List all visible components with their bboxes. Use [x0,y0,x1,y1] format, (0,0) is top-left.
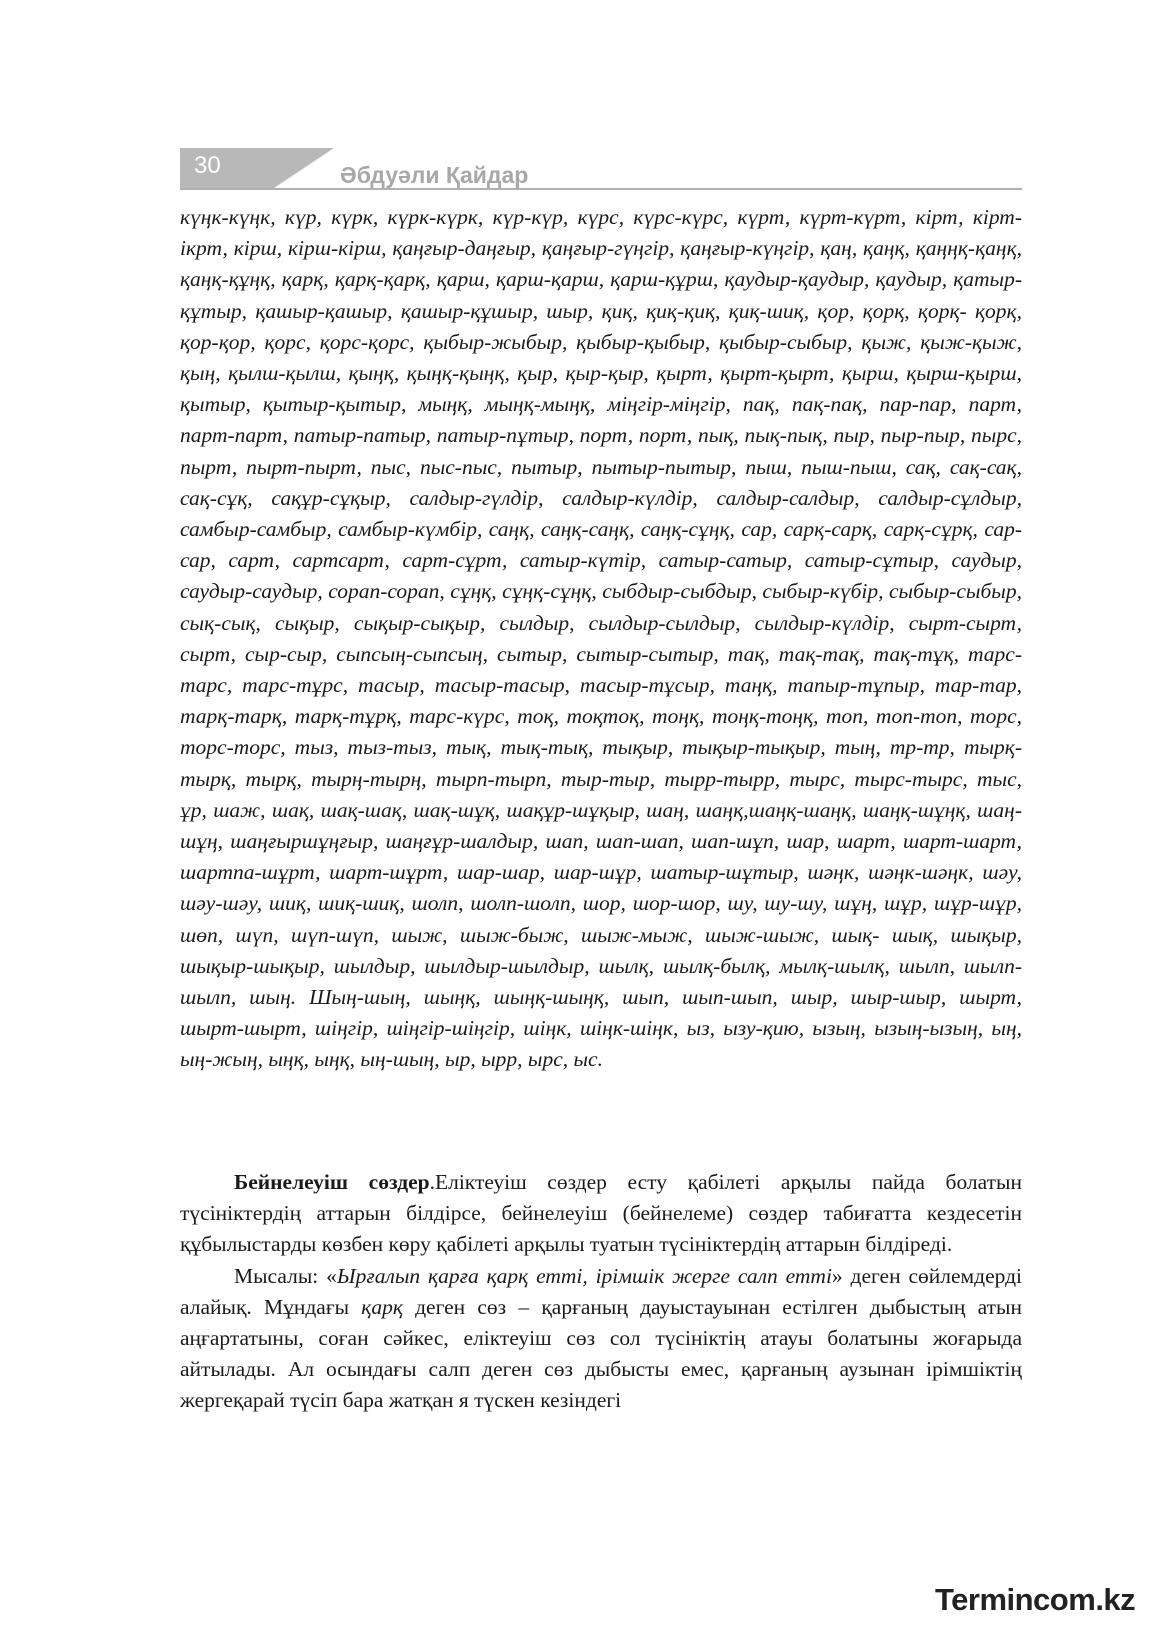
paragraph-example [180,1261,1022,1417]
example-after-quote: » деген сөйлемдерді алайық. Мұндағы [180,1263,1022,1319]
page-number: 30 [194,152,221,179]
example-term: қарқ [361,1294,403,1319]
header-rule [180,188,1022,190]
example-lead: Мысалы: « [234,1263,337,1288]
watermark-prefix: T [935,1582,952,1617]
onomatopoeia-word-list: күңк-күңк, күр, күрк, күрк-күрк, күр-күр, күрс, күрс-күрс, күрт, күрт-күрт, кірт, кірт-ікрт, кірш, кірш-кірш, қаңғыр-даңғыр, қаңғыр-гүңгір, қаңғыр-күңгір, қаң, қаңқ, қаңңқ-қаңқ, қаңқ-құңқ, қарқ, қарқ-қарқ, қарш, қарш-қарш, қарш-құрш, қаудыр-қаудыр, қаудыр, қатыр-құтыр, қашыр-қашыр, қашыр-құшыр, шыр, қиқ, қиқ-қиқ, қиқ-шиқ, қор, қорқ, қорқ- қорқ, қор-қор, қорс, қорс-қорс, қыбыр-жыбыр, қыбыр-қыбыр, қыбыр-сыбыр, қыж, қыж-қыж, қың, қылш-қылш, қыңқ, қыңқ-қыңқ, қыр, қыр-қыр, қырт, қырт-қырт, қырш, қырш-қырш, қытыр, қытыр-қытыр, мыңқ, мыңқ-мыңқ, міңгір-міңгір, пақ, пақ-пақ, пар-пар, парт, парт-парт, патыр-патыр, патыр-пұтыр, порт, порт, пық, пық-пық, пыр, пыр-пыр, пырс, пырт, пырт-пырт, пыс, пыс-пыс, пытыр, пытыр-пытыр, пыш, пыш-пыш, сақ, сақ-сақ, сақ-сұқ, сақұр-сұқыр, салдыр-гүлдір, салдыр-күлдір, салдыр-салдыр, салдыр-сұлдыр, самбыр-самбыр, самбыр-күмбір, саңқ, саңқ-саңқ, саңқ-сұңқ, сар, сарқ-сарқ, сарқ-сұрқ, сар-сар, сарт, сартсарт, сарт-сұрт, сатыр-күтір, сатыр-сатыр, сатыр-сұтыр, саудыр, саудыр-саудыр, сорап-сорап, сұңқ, сұңқ-сұңқ, сыбдыр-сыбдыр, сыбыр-күбір, сыбыр-сыбыр, сық-сық, сықыр, сықыр-сықыр, сылдыр, сылдыр-сылдыр, сылдыр-күлдір, сырт-сырт, сырт, сыр-сыр, сыпсың-сыпсың, сытыр, сытыр-сытыр, тақ, тақ-тақ, тақ-тұқ, тарс-тарс, тарс-тұрс, тасыр, тасыр-тасыр, тасыр-тұсыр, таңқ, тапыр-тұпыр, тар-тар, тарқ-тарқ, тарқ-тұрқ, тарс-күрс, тоқ, тоқтоқ, тоңқ, тоңқ-тоңқ, топ, топ-топ, торс, торс-торс, тыз, тыз-тыз, тық, тық-тық, тықыр, тықыр-тықыр, тың, тр-тр, тырқ-тырқ, тырқ, тырң-тырң, тырп-тырп, тыр-тыр, тырр-тырр, тырс, тырс-тырс, тыс, ұр, шаж, шақ, шақ-шақ, шақ-шұқ, шақұр-шұқыр, шаң, шаңқ,шаңқ-шаңқ, шаңқ-шұңқ, шаң-шұң, шаңғыршұңғыр, шаңғұр-шалдыр, шап, шап-шап, шап-шұп, шар, шарт, шарт-шарт, шартпа-шұрт, шарт-шұрт, шар-шар, шар-шұр, шатыр-шұтыр, шәңк, шәңк-шәңк, шәу, шәу-шәу, шиқ, шиқ-шиқ, шолп, шолп-шолп, шор, шор-шор, шу, шу-шу, шұң, шұр, шұр-шұр, шөп, шүп, шүп-шүп, шыж, шыж-быж, шыж-мыж, шыж-шыж, шық- шық, шықыр, шықыр-шықыр, шылдыр, шылдыр-шылдыр, шылқ, шылқ-былқ, мылқ-шылқ, шылп, шылп-шылп, шың. Шың-шың, шыңқ, шыңқ-шыңқ, шып, шып-шып, шыр, шыр-шыр, шырт, шырт-шырт, шіңгір, шіңгір-шіңгір, шіңк, шіңк-шіңк, ыз, ызу-қию, ызың, ызың-ызың, ың, ың-жың, ыңқ, ыңқ, ың-шың, ыр, ырр, ырс, ыс. [180,205,1022,1072]
section-block [180,1167,1022,1417]
example-quote: Ырғалып қарға қарқ етті, ірімшік жерге салп етті [336,1263,832,1288]
author-name: Әбдуәли Қайдар [340,162,529,188]
termincom-watermark [935,1582,1135,1626]
watermark-suffix: m.kz [1068,1582,1136,1617]
watermark-middle: ermincо [951,1582,1069,1617]
paragraph-definition-text: .Еліктеуіш сөздер есту қабілеті арқылы пайда болатын түсініктердің аттарын білдірсе, бейнелеуіш (бейнелеме) сөздер табиғатта кездесетін құбылыстарды көзбен көру қабілеті арқылы туатын түсініктердің аттарын білдіреді. [180,1170,1022,1257]
paragraph-definition [180,1167,1022,1261]
header-tab-shape [274,148,334,188]
term-bold: Бейнелеуіш сөздер [234,1170,430,1194]
page-header [180,148,1022,196]
watermark-text [935,1582,1135,1618]
example-rest: деген сөз – қарғаның дауыстауынан естілген дыбыстың атын аңғартатыны, соған сәйкес, еліктеуіш сөз сол түсініктің атауы болатыны жоғарыда айтылады. Ал осындағы салп деген сөз дыбысты емес, қарғаның аузынан ірімшіктің жергеқарай түсіп бара жатқан я түскен кезіндегі [180,1294,1022,1413]
page-number-box [180,148,274,188]
